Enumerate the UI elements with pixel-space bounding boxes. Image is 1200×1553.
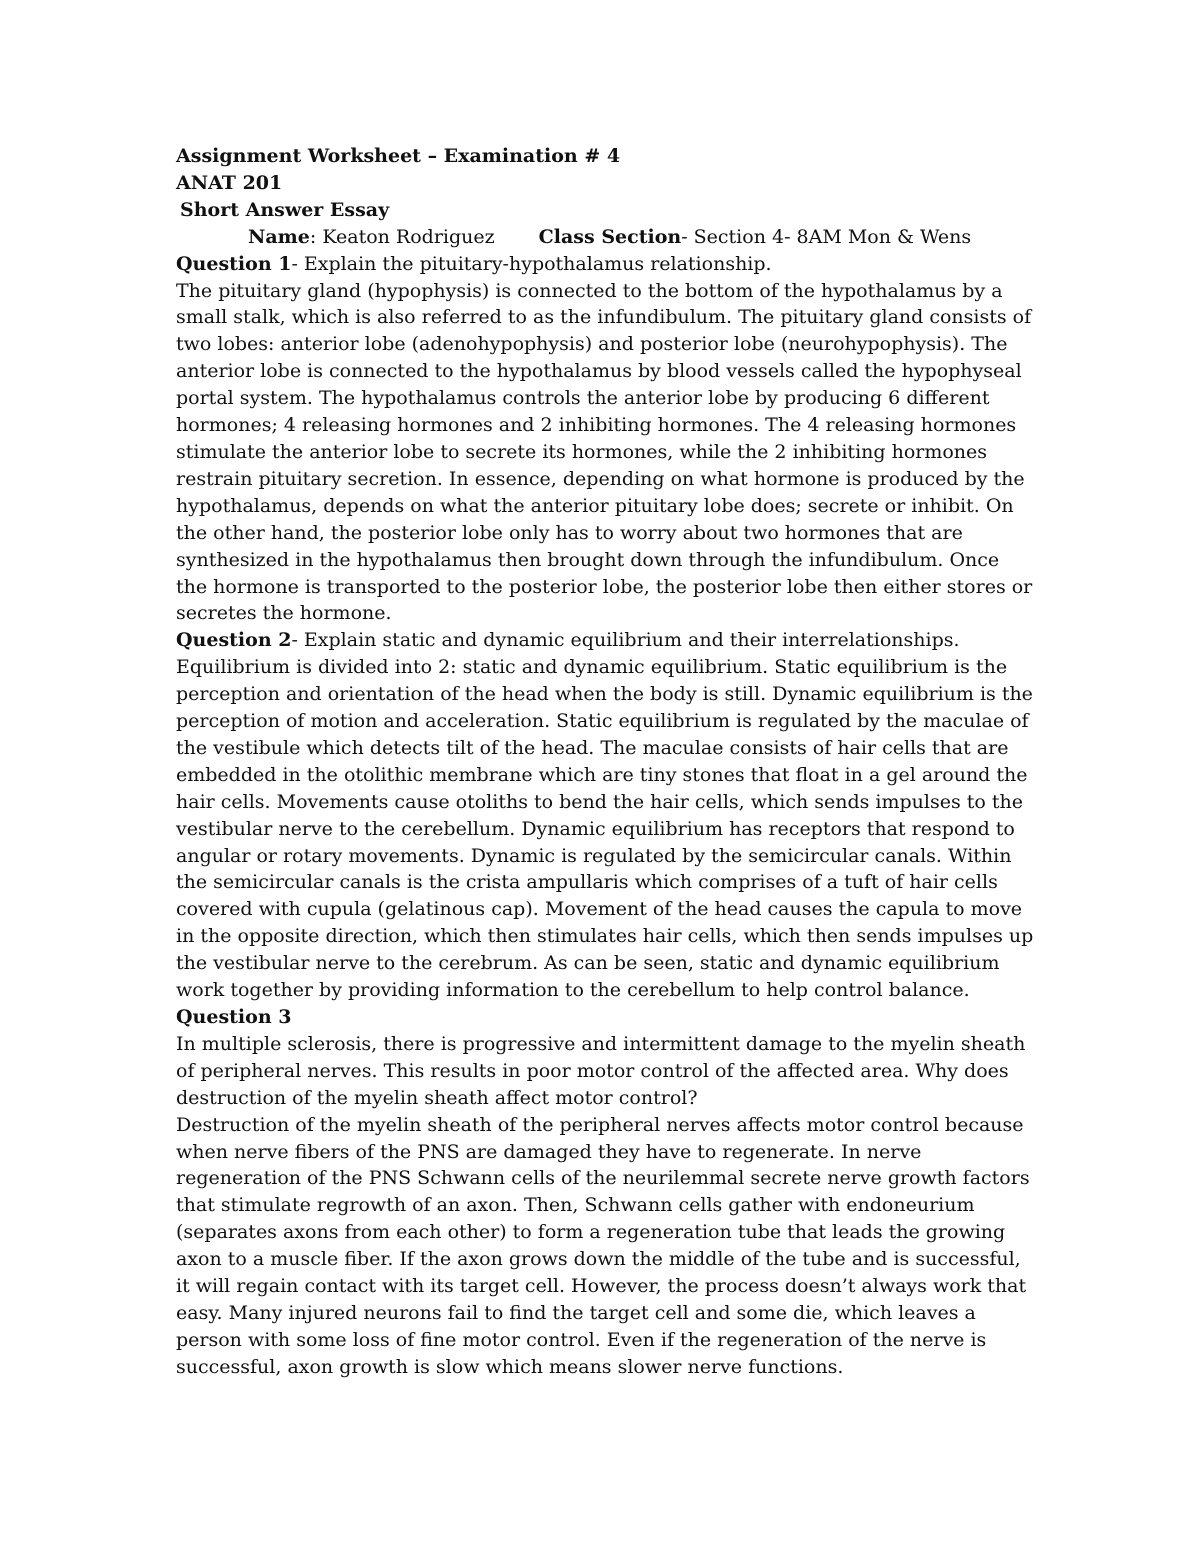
question-1-heading [176,251,1036,278]
question-1-label: Question 1 [176,252,292,275]
section-label: Class Section [538,225,682,248]
student-info-line [176,224,1036,251]
worksheet-title: Assignment Worksheet – Examination # 4 [176,145,621,167]
worksheet-page [176,143,1036,1381]
question-3-label: Question 3 [176,1006,292,1028]
question-2-prompt: - Explain static and dynamic equilibrium and their interrelationships. [291,629,960,652]
student-name: : Keaton Rodriguez [309,225,495,248]
question-3-answer: Destruction of the myelin sheath of the peripheral nerves affects motor control because when nerve fibers of the PNS are damaged they have to regenerate. In nerve regeneration of the PNS Schwann cells of the neurilemmal secrete nerve growth factors that stimulate regrowth of an axon. Then, Schwann cells gather with endoneurium (separates axons from each other) to form a regeneration tube that leads the growing axon to a muscle fiber. If the axon grows down the middle of the tube and is successful, it will regain contact with its target cell. However, the process doesn’t always work that easy. Many injured neurons fail to find the target cell and some die, which leaves a person with some loss of fine motor control. Even if the regeneration of the nerve is successful, axon growth is slow which means slower nerve functions. [176,1113,1030,1378]
course-code: ANAT 201 [176,171,283,194]
question-1-prompt: - Explain the pituitary-hypothalamus relationship. [291,252,772,275]
question-2-heading [176,627,1036,654]
question-3-prompt: In multiple sclerosis, there is progressive and intermittent damage to the myelin sheath of peripheral nerves. This results in poor motor control of the affected area. Why does destruction of the myelin sheath affect motor control? [176,1032,1026,1109]
question-2-label: Question 2 [176,629,292,652]
name-label: Name [248,225,310,248]
question-1-answer: The pituitary gland (hypophysis) is connected to the bottom of the hypothalamus by a small stalk, which is also referred to as the infundibulum. The pituitary gland consists of two lobes: anterior lobe (adenohypophysis) and posterior lobe (neurohypophysis). The anterior lobe is connected to the hypothalamus by blood vessels called the hypophyseal portal system. The hypothalamus controls the anterior lobe by producing 6 different hormones; 4 releasing hormones and 2 inhibiting hormones. The 4 releasing hormones stimulate the anterior lobe to secrete its hormones, while the 2 inhibiting hormones restrain pituitary secretion. In essence, depending on what hormone is produced by the hypothalamus, depends on what the anterior pituitary lobe does; secrete or inhibit. On the other hand, the posterior lobe only has to worry about two hormones that are synthesized in the hypothalamus then brought down through the infundibulum. Once the hormone is transported to the posterior lobe, the posterior lobe then either stores or secretes the hormone. [176,279,1033,625]
assignment-type: Short Answer Essay [180,198,390,221]
question-2-answer: Equilibrium is divided into 2: static and dynamic equilibrium. Static equilibrium is the perception and orientation of the head when the body is still. Dynamic equilibrium is the perception of motion and acceleration. Static equilibrium is regulated by the maculae of the vestibule which detects tilt of the head. The maculae consists of hair cells that are embedded in the otolithic membrane which are tiny stones that float in a gel around the hair cells. Movements cause otoliths to bend the hair cells, which sends impulses to the vestibular nerve to the cerebellum. Dynamic equilibrium has receptors that respond to angular or rotary movements. Dynamic is regulated by the semicircular canals. Within the semicircular canals is the crista ampullaris which comprises of a tuft of hair cells covered with cupula (gelatinous cap). Movement of the head causes the capula to move in the opposite direction, which then stimulates hair cells, which then sends impulses up the vestibular nerve to the cerebrum. As can be seen, static and dynamic equilibrium work together by providing information to the cerebellum to help control balance. [176,656,1034,1002]
class-section: - Section 4- 8AM Mon & Wens [681,225,972,248]
